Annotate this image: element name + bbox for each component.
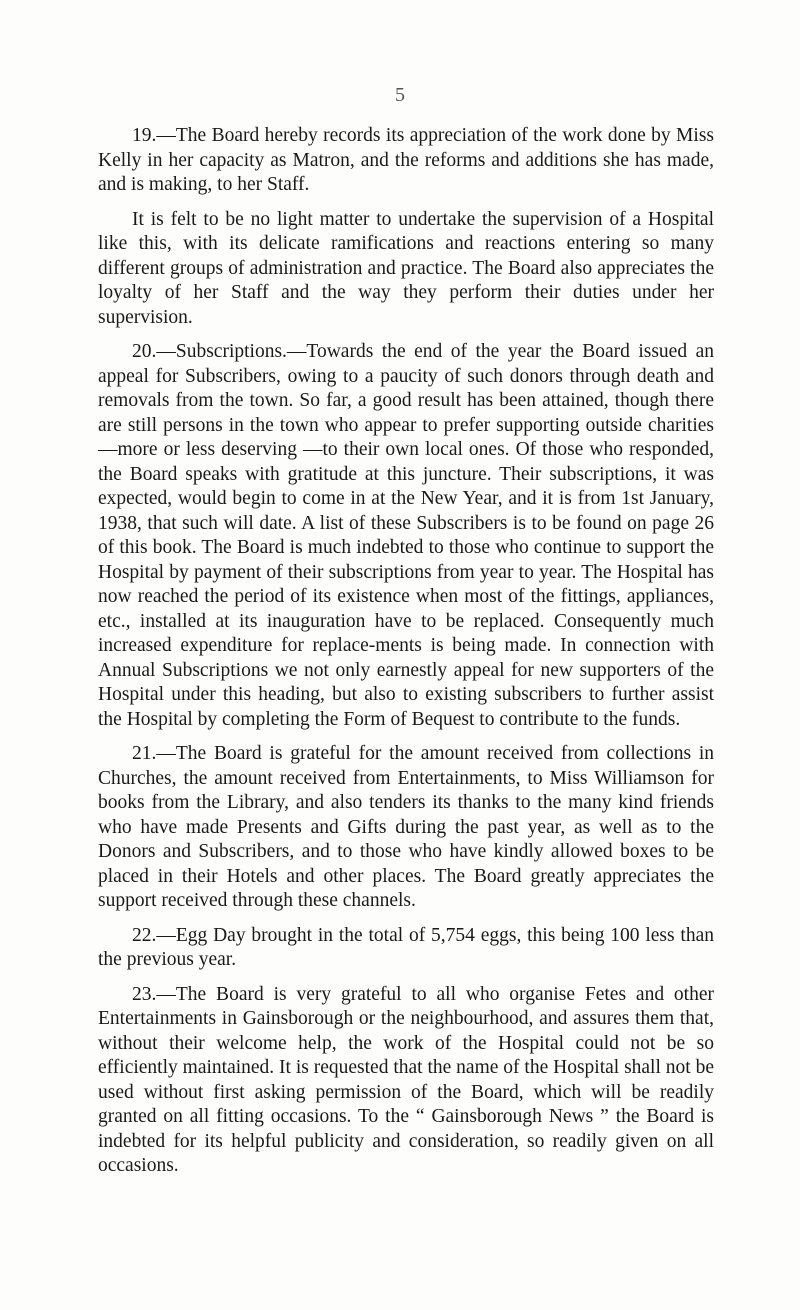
paragraph-20-subscriptions: 20.—Subscriptions.—Towards the end of the year the Board issued an appeal for Subscribers, owing to a paucity of such donors through death and removals from the town. So far, a good result has been attained, though there are still persons in the town who appear to prefer supporting outside charities—more or less deserving —to their own local ones. Of those who responded, the Board speaks with gratitude at this juncture. Their subscriptions, it was expected, would begin to come in at the New Year, and it is from 1st January, 1938, that such will date. A list of these Subscribers is to be found on page 26 of this book. The Board is much indebted to those who continue to support the Hospital by payment of their subscriptions from year to year. The Hospital has now reached the period of its existence when most of the fittings, appliances, etc., installed at its inauguration have to be replaced. Consequently much increased expenditure for replace-ments is being made. In connection with Annual Subscriptions we not only earnestly appeal for new supporters of the Hospital under this heading, but also to existing subscribers to further assist the Hospital by completing the Form of Bequest to contribute to the funds.	[98, 341, 714, 730]
paragraph-23-fetes: 23.—The Board is very grateful to all who organise Fetes and other Entertainments in Gainsborough or the neighbourhood, and assures them that, without their welcome help, the work of the Hospital could not be so efficiently maintained. It is requested that the name of the Hospital shall not be used without first asking permission of the Board, which will be readily granted on all fitting occasions. To the “ Gainsborough News ” the Board is indebted for its helpful publicity and consideration, so readily given on all occasions.	[98, 983, 714, 1176]
body-text	[98, 124, 714, 1189]
paragraph-21-gratitude: 21.—The Board is grateful for the amount received from collections in Churches, the amount received from Entertainments, to Miss Williamson for books from the Library, and also tenders its thanks to the many kind friends who have made Presents and Gifts during the past year, as well as to the Donors and Subscribers, and to those who have kindly allowed boxes to be placed in their Hotels and other places. The Board greatly appreciates the support received through these channels.	[98, 743, 714, 911]
page-number: 5	[395, 84, 405, 106]
paragraph-supervision: It is felt to be no light matter to undertake the supervision of a Hospital like this, with its delicate ramifications and reactions entering so many different groups of administration and practice. The Board also appreciates the loyalty of her Staff and the way they perform their duties under her supervision.	[98, 208, 714, 328]
paragraph-22-egg-day: 22.—Egg Day brought in the total of 5,754 eggs, this being 100 less than the previous year.	[98, 924, 714, 970]
paragraph-19-matron: 19.—The Board hereby records its appreciation of the work done by Miss Kelly in her capacity as Matron, and the reforms and additions she has made, and is making, to her Staff.	[98, 125, 714, 195]
